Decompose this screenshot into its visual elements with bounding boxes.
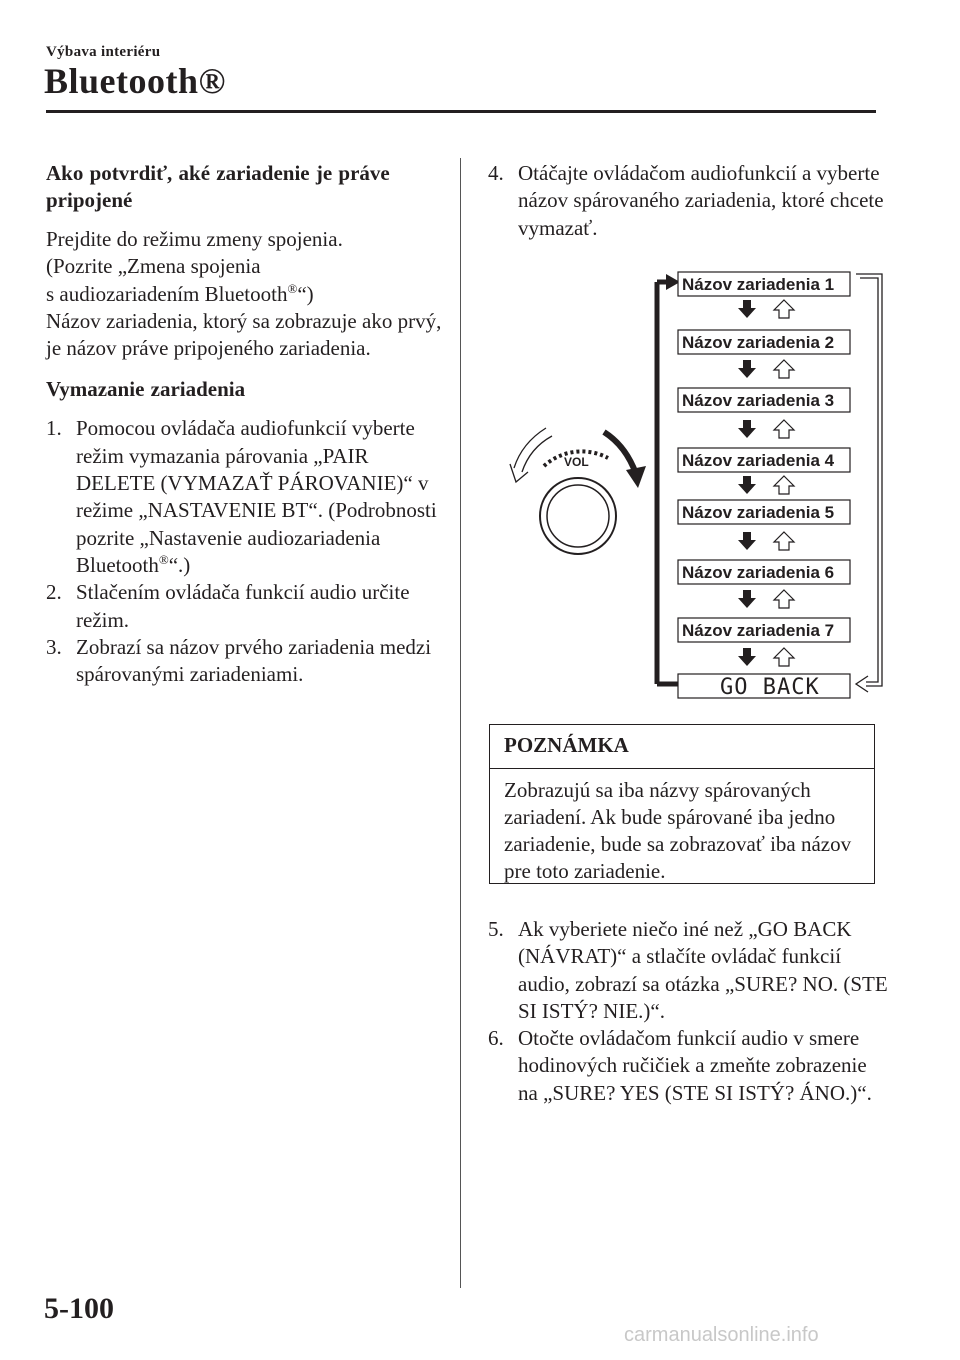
rotate-right-arrow-icon: [604, 432, 646, 488]
down-arrow-icon: [738, 590, 756, 608]
down-arrow-icon: [738, 420, 756, 438]
step-6: [488, 1025, 888, 1107]
device-name: Názov zariadenia 2: [682, 333, 835, 352]
left-column: [46, 160, 446, 688]
paragraph-change-mode: [46, 226, 446, 362]
device-item-3: [678, 388, 850, 412]
device-name: Názov zariadenia 6: [682, 563, 835, 582]
device-name: Názov zariadenia 3: [682, 391, 835, 410]
go-back-label: GO BACK: [720, 675, 820, 700]
heading-connected-device: Ako potvrdiť, aké zariadenie je práve pripojené: [46, 161, 390, 212]
para1-end: “): [297, 281, 314, 306]
step-2: [46, 579, 446, 634]
vol-label: VOL: [564, 455, 589, 469]
para1-line1: Prejdite do režimu zmeny spojenia.: [46, 227, 343, 251]
device-selection-diagram: [500, 268, 892, 708]
step-text: Otočte ovládačom funkcií audio v smere hodinových ručičiek a zmeňte zobrazenie na „SURE? YES (STE SI ISTÝ? ÁNO.)“.: [518, 1026, 872, 1105]
step-number: 2.: [46, 580, 62, 605]
step-4: [488, 160, 888, 242]
right-column: [488, 160, 888, 242]
registered-mark: ®: [158, 551, 169, 567]
up-arrow-icon: [774, 590, 794, 608]
up-arrow-icon: [774, 532, 794, 550]
return-bracket-right: [856, 274, 882, 692]
header-rule: [46, 110, 876, 113]
step-5: [488, 916, 888, 1025]
step-text: Stlačením ovládača funkcií audio určite režim.: [76, 580, 410, 632]
step-arrows: [738, 300, 794, 666]
selection-bracket-left: [657, 274, 680, 684]
volume-knob-icon: [540, 451, 616, 554]
go-back-item: [678, 674, 850, 700]
down-arrow-icon: [738, 648, 756, 666]
steps-list-right-bottom: [488, 916, 888, 1107]
up-arrow-icon: [774, 360, 794, 378]
section-label: Výbava interiéru: [46, 44, 161, 60]
device-item-6: [678, 560, 850, 584]
steps-list-right-top: [488, 160, 888, 242]
up-arrow-icon: [774, 476, 794, 494]
device-item-7: [678, 618, 850, 642]
step-text: Pomocou ovládača audiofunkcií vyberte režim vymazania párovania „PAIR DELETE (VYMAZAŤ PÁROVANIE)“ v režime „NASTAVENIE BT“. (Podrobnosti pozrite „Nastavenie audiozariadenia Bluetooth: [76, 416, 437, 577]
watermark: carmanualsonline.info: [624, 1324, 819, 1346]
note-text: Zobrazujú sa iba názvy spárovaných zariadení. Ak bude spárované iba jedno zariadenie, bude sa zobrazovať iba názov pre toto zariadenie.: [504, 778, 852, 883]
heading-delete-device: Vymazanie zariadenia: [46, 377, 246, 402]
down-arrow-icon: [738, 476, 756, 494]
note-title: POZNÁMKA: [490, 725, 874, 769]
device-item-2: [678, 330, 850, 354]
device-name: Názov zariadenia 5: [682, 503, 835, 522]
step-number: 5.: [488, 917, 504, 941]
up-arrow-icon: [774, 648, 794, 666]
paragraph-first-device: Názov zariadenia, ktorý sa zobrazuje ako prvý, je názov práve pripojeného zariadenia.: [46, 308, 442, 361]
device-name: Názov zariadenia 4: [682, 451, 835, 470]
steps-list-left: [46, 415, 446, 688]
step-text: Ak vyberiete niečo iné než „GO BACK (NÁVRAT)“ a stlačíte ovládač funkcií audio, zobrazí sa otázka „SURE? NO. (STE SI ISTÝ? NIE.)“.: [518, 917, 888, 1023]
page-number: 5-100: [44, 1292, 114, 1325]
device-name: Názov zariadenia 1: [682, 275, 835, 294]
note-box: [489, 724, 875, 884]
device-name: Názov zariadenia 7: [682, 621, 835, 640]
para1-line2: (Pozrite „Zmena spojenia: [46, 254, 261, 279]
step-1: [46, 415, 446, 579]
up-arrow-icon: [774, 420, 794, 438]
step-number: 4.: [488, 161, 504, 185]
step-text-end: “.): [168, 552, 191, 577]
up-arrow-icon: [774, 300, 794, 318]
step-text: Otáčajte ovládačom audiofunkcií a vyberte názov spárovaného zariadenia, ktoré chcete vymazať.: [518, 161, 884, 240]
device-list: [678, 272, 850, 700]
down-arrow-icon: [738, 532, 756, 550]
step-number: 3.: [46, 634, 62, 659]
down-arrow-icon: [738, 360, 756, 378]
step-text: Zobrazí sa názov prvého zariadenia medzi spárovanými zariadeniami.: [76, 634, 432, 687]
step-number: 6.: [488, 1026, 504, 1051]
column-divider: [460, 158, 461, 1288]
para1-line3: s audiozariadením Bluetooth: [46, 281, 288, 306]
registered-mark: ®: [287, 280, 298, 296]
down-arrow-icon: [738, 300, 756, 318]
device-item-1: [678, 272, 850, 296]
rotate-left-arrow-icon: [510, 428, 552, 482]
step-number: 1.: [46, 416, 62, 441]
device-item-4: [678, 448, 850, 472]
device-item-5: [678, 500, 850, 524]
step-3: [46, 634, 446, 689]
chapter-title: Bluetooth®: [44, 61, 226, 101]
